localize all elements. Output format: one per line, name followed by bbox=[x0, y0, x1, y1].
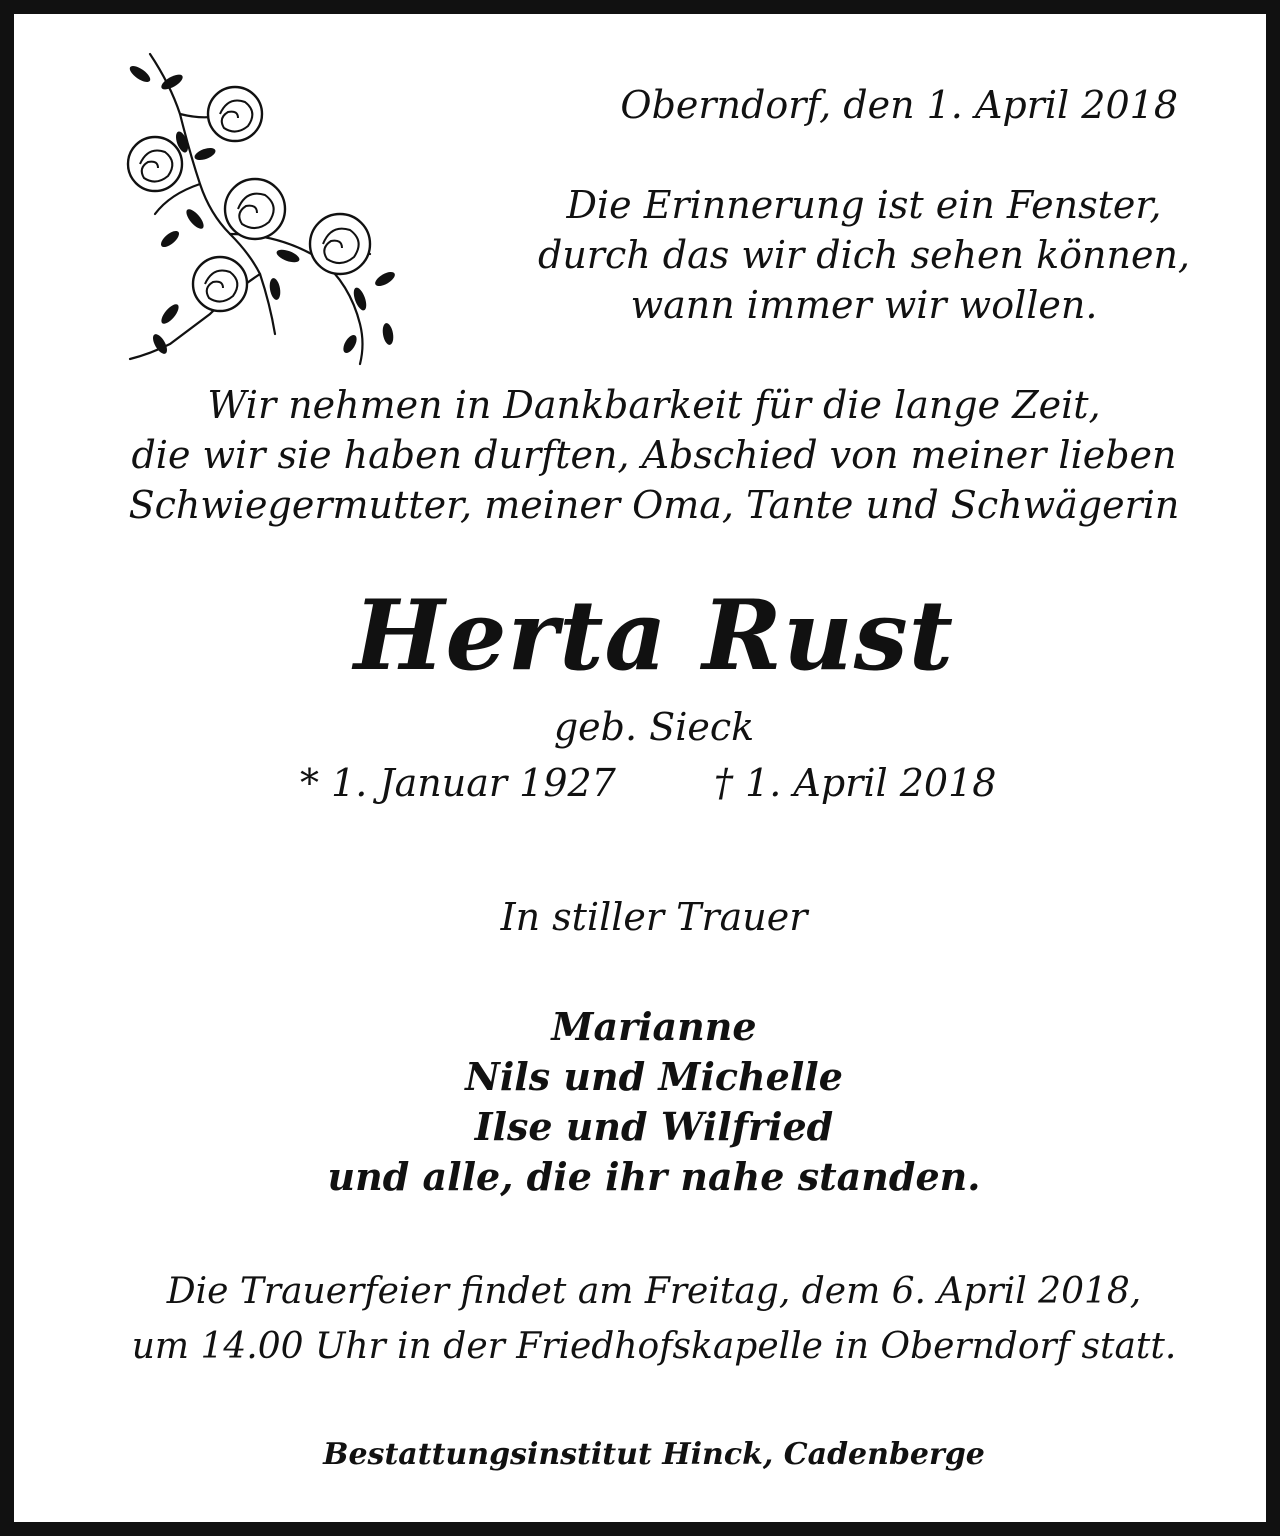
family-member: Marianne bbox=[551, 1004, 757, 1049]
quote-line: Die Erinnerung ist ein Fenster, bbox=[566, 183, 1162, 227]
place-date: Oberndorf, den 1. April 2018 bbox=[620, 83, 1178, 127]
intro-line: Schwiegermutter, meiner Oma, Tante und Schwägerin bbox=[128, 483, 1180, 527]
roses-icon bbox=[110, 44, 410, 374]
death-date: † 1. April 2018 bbox=[714, 761, 997, 805]
maiden-name: geb. Sieck bbox=[553, 705, 755, 749]
intro-line: Wir nehmen in Dankbarkeit für die lange Zeit, bbox=[207, 383, 1101, 427]
undertaker-name: Bestattungsinstitut Hinck, Cadenberge bbox=[323, 1437, 985, 1472]
deceased-name: Herta Rust bbox=[353, 579, 955, 692]
mourning-label: In stiller Trauer bbox=[500, 895, 808, 939]
funeral-info-line: Die Trauerfeier findet am Freitag, dem 6. April 2018, bbox=[166, 1271, 1142, 1312]
birth-date: * 1. Januar 1927 bbox=[300, 761, 616, 805]
family-member: Nils und Michelle bbox=[465, 1054, 843, 1099]
family-member: und alle, die ihr nahe standen. bbox=[327, 1154, 981, 1199]
quote-line: durch das wir dich sehen können, bbox=[538, 233, 1190, 277]
family-member: Ilse und Wilfried bbox=[474, 1104, 834, 1149]
funeral-info-line: um 14.00 Uhr in der Friedhofskapelle in Oberndorf statt. bbox=[131, 1326, 1177, 1367]
quote-line: wann immer wir wollen. bbox=[630, 283, 1098, 327]
intro-line: die wir sie haben durften, Abschied von meiner lieben bbox=[131, 433, 1177, 477]
